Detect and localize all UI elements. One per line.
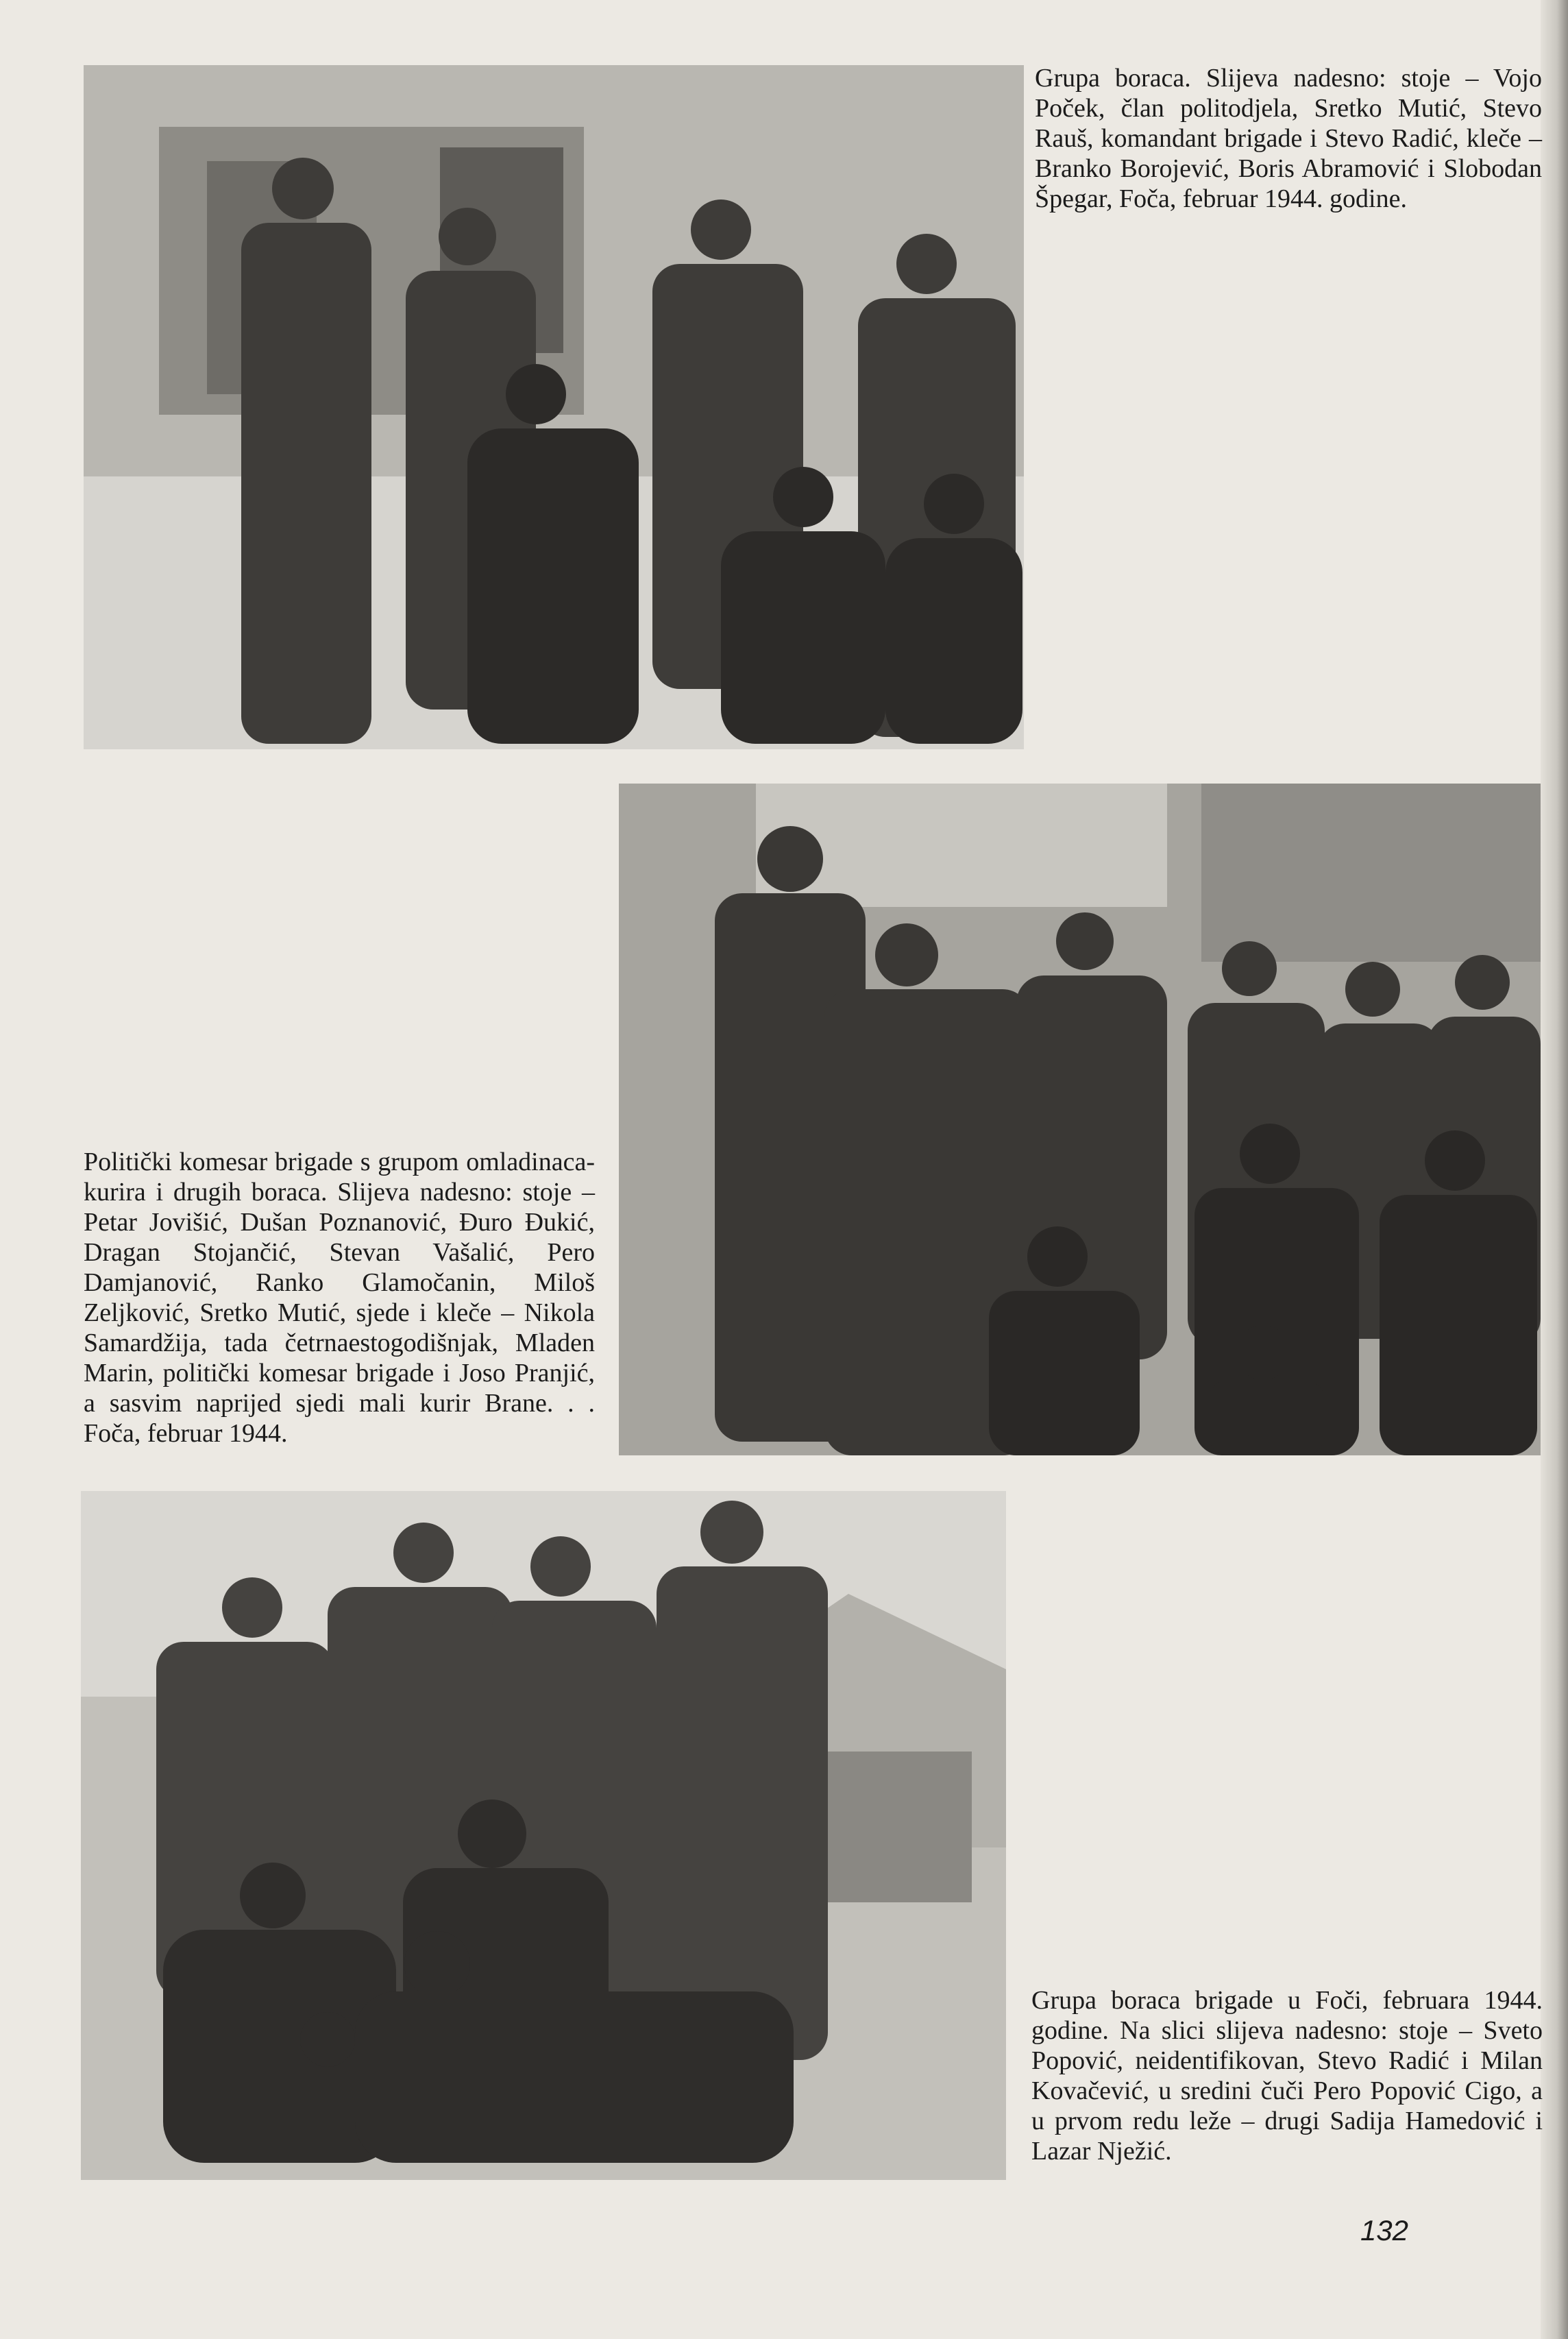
caption-photo-1: Grupa boraca. Slijeva nadesno: stoje – Vojo Poček, član politodjela, Sretko Mutić, Stevo Rauš, komandant brigade i Stevo Radić, kleče – Branko Borojević, Boris Abramović i Slobodan Špegar, Foča, februar 1944. godine. xyxy=(1035,64,1542,213)
photo-group-2 xyxy=(619,784,1541,1455)
photo-group-3 xyxy=(81,1491,1006,2180)
page-edge xyxy=(1541,0,1568,2339)
page-number: 132 xyxy=(1360,2214,1409,2246)
photo-group-1 xyxy=(84,65,1024,749)
caption-photo-3: Grupa boraca brigade u Foči, februara 1944. godine. Na slici slijeva nadesno: stoje – Sveto Popović, neidentifikovan, Stevo Radić i Milan Kovačević, u sredini čuči Pero Popović Cigo, a u prvom redu leže – drugi Sadija Hamedović i Lazar Nježić. xyxy=(1031,1986,1543,2166)
caption-photo-2: Politički komesar brigade s grupom omladinaca-kurira i drugih boraca. Slijeva nadesno: stoje – Petar Jovišić, Dušan Poznanović, Đuro Đukić, Dragan Stojančić, Stevan Vašalić, Pero Damjanović, Ranko Glamočanin, Miloš Zeljković, Sretko Mutić, sjede i kleče – Nikola Samardžija, tada četrnaestogodišnjak, Mladen Marin, politički komesar brigade i Joso Pranjić, a sasvim naprijed sjedi mali kurir Brane. . . Foča, februar 1944. xyxy=(84,1148,595,1448)
